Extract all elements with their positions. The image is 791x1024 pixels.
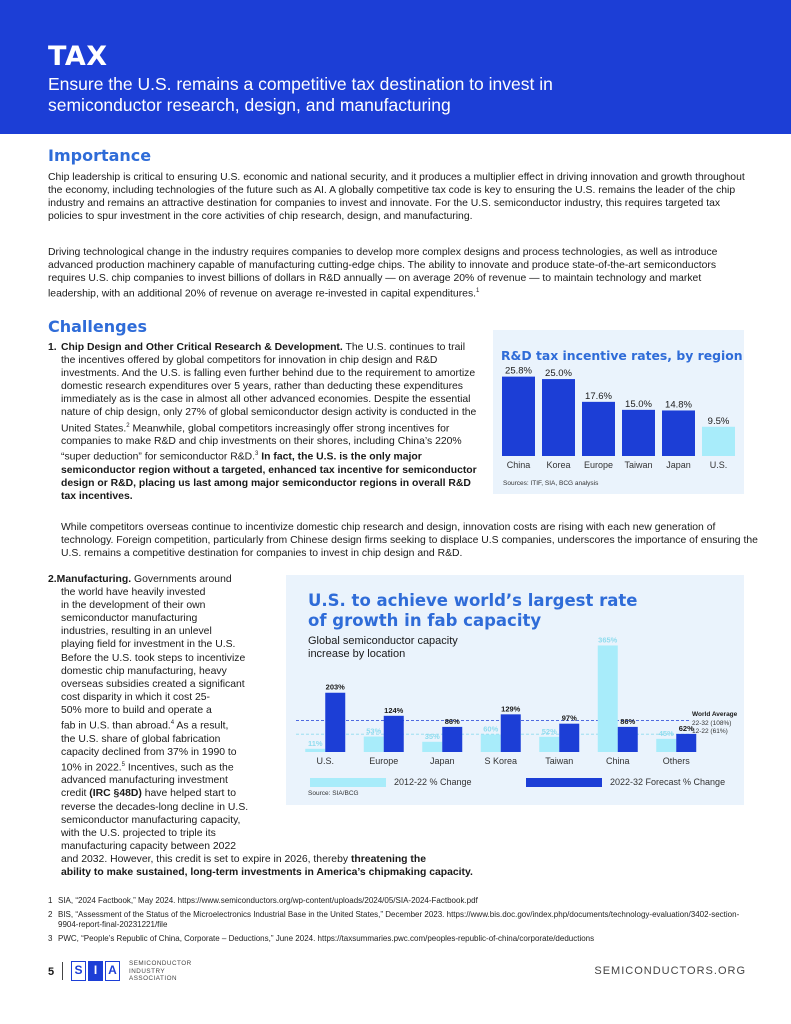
footnote-number: 3 <box>48 933 53 943</box>
bar-japan-2012-22 <box>422 742 442 752</box>
subtitle-line-2: semiconductor research, design, and manufacturing <box>48 95 451 115</box>
data-label: 60% <box>483 724 499 734</box>
item-2-line: Incentives, such as the <box>125 762 234 774</box>
data-label: 45% <box>658 728 674 738</box>
bar-europe-2012-22 <box>364 737 384 752</box>
footnotes <box>48 896 748 947</box>
bar-skorea-2022-32 <box>501 714 521 752</box>
bar-china-2022-32 <box>618 727 638 752</box>
item-1-lead: Chip Design and Other Critical Research & Development. <box>61 342 343 353</box>
item-2-line: the U.S. share of global fabrication <box>61 733 221 745</box>
item-1-emphasis: In fact, the U.S. is the only major semiconductor region without a targeted, enhanced tax incentive for semiconductor design or R&D, placing us last among major semiconductor regions in overall R&D tax incentives. <box>61 451 477 502</box>
list-number: 1. <box>48 342 57 353</box>
item-2-line: and 2032. However, this credit is set to expire in 2026, thereby <box>61 853 351 865</box>
category-label: Japan <box>429 756 455 766</box>
item-2-line: advanced manufacturing investment <box>61 775 228 787</box>
item-2-line: have helped start to <box>141 788 236 800</box>
importance-heading: Importance <box>48 146 152 165</box>
fab-capacity-chart-plot <box>286 575 744 775</box>
sia-logo <box>71 961 120 981</box>
footnote <box>48 896 748 907</box>
footnote-number: 2 <box>48 909 53 919</box>
data-label: 86% <box>620 716 636 726</box>
data-label: 14.8% <box>665 399 692 411</box>
world-average-label: World Average <box>692 711 738 718</box>
footnote <box>48 910 748 931</box>
item-2-line: overseas subsidies created a significant <box>61 678 245 690</box>
data-label: 365% <box>598 635 618 645</box>
category-label: Europe <box>369 756 399 766</box>
challenges-heading: Challenges <box>48 317 147 336</box>
data-label: 53% <box>366 726 382 736</box>
data-label: 129% <box>501 704 521 714</box>
bar-japan-2022-32 <box>442 727 462 752</box>
bar-taiwan <box>622 410 655 456</box>
item-2-line: playing field for investment in the U.S. <box>61 639 236 651</box>
category-label: Japan <box>666 460 691 470</box>
page-subtitle <box>48 74 791 116</box>
bar-taiwan-2012-22 <box>539 737 559 752</box>
bar-us-2022-32 <box>325 693 345 752</box>
data-label: 62% <box>678 723 694 733</box>
category-label: U.S. <box>316 756 335 766</box>
item-2-line: semiconductor manufacturing <box>61 613 198 625</box>
item-2-line: industries, resulting in an unlevel <box>61 626 212 638</box>
footnote-ref: 3 <box>255 451 259 458</box>
legend-swatch <box>310 778 386 787</box>
data-label: 25.8% <box>505 365 532 377</box>
data-label: 11% <box>307 738 323 748</box>
bar-europe <box>582 402 615 456</box>
bar-others-2022-32 <box>676 734 696 752</box>
category-label: China <box>605 756 630 766</box>
subtitle-line-1: Ensure the U.S. remains a competitive tax destination to invest in <box>48 74 553 94</box>
logo-letter: S <box>71 961 86 981</box>
footnote-text: PWC, “People’s Republic of China, Corporate – Deductions,” June 2024. https://taxsummaries.pwc.com/peoples-republic-of-china/corporate/deductions <box>58 933 595 943</box>
footnote-text: SIA, “2024 Factbook,” May 2024. https://www.semiconductors.org/wp-content/uploads/2024/05/SIA-2024-Factbook.pdf <box>58 896 478 905</box>
bar-korea <box>542 379 575 456</box>
bar-japan <box>662 410 695 456</box>
bar-skorea-2012-22 <box>481 734 501 752</box>
item-2-line: credit <box>61 788 90 800</box>
association-name <box>129 960 199 983</box>
bar-us <box>702 427 735 456</box>
category-label: Taiwan <box>624 460 653 470</box>
rd-tax-chart <box>493 330 744 494</box>
chart-subtitle: Global semiconductor capacity increase by location <box>308 635 458 660</box>
association-line: SEMICONDUCTOR <box>129 960 192 967</box>
chart-title: U.S. to achieve world’s largest rate of growth in fab capacity <box>308 591 638 630</box>
legend-label: 2012-22 % Change <box>394 777 472 787</box>
item-2-line: cost disparity in which it cost 25- <box>61 691 210 703</box>
category-label: U.S. <box>709 460 728 470</box>
footnote-ref: 1 <box>476 288 480 295</box>
data-label: 97% <box>561 713 577 723</box>
item-2-emphasis: (IRC §48D) <box>89 788 142 800</box>
item-2-line: Before the U.S. took steps to incentivize <box>61 652 246 664</box>
footnote <box>48 934 748 945</box>
bar-china-2012-22 <box>598 645 618 752</box>
data-label: 52% <box>541 726 557 736</box>
logo-letter: A <box>105 961 120 981</box>
association-line: ASSOCIATION <box>129 975 178 982</box>
item-2-emphasis: ability to make sustained, long-term investments in America’s chipmaking capacity. <box>61 867 473 878</box>
chart-source: Sources: ITIF, SIA, BCG analysis <box>503 480 599 487</box>
page-title: TAX <box>48 41 108 72</box>
page-number: 5 <box>48 966 55 978</box>
item-1-text-b: Meanwhile, global competitors increasingly offer strong incentives for companies to make R&D and chip investments on their shores, including China’s 220% “super deduction” for semiconductor R&D. <box>61 423 462 463</box>
item-2-line: the world have heavily invested <box>61 587 206 599</box>
world-average-line-1: 22-32 (108%) <box>692 719 732 727</box>
logo-letter: I <box>88 961 103 981</box>
item-2-line: in the development of their own <box>61 600 206 612</box>
data-label: 35% <box>424 731 440 741</box>
legend-label: 2022-32 Forecast % Change <box>610 777 726 787</box>
item-2-line: manufacturing capacity between 2022 <box>61 840 237 852</box>
item-2-line: Governments around <box>131 574 232 585</box>
item-2-line: capacity declined from 37% in 1990 to <box>61 746 237 758</box>
category-label: Europe <box>583 460 614 470</box>
chart-title: R&D tax incentive rates, by region <box>501 348 743 363</box>
rd-tax-chart-plot <box>493 330 744 480</box>
association-line: INDUSTRY <box>129 967 166 975</box>
bar-europe-2022-32 <box>384 716 404 752</box>
footer-divider <box>62 962 63 980</box>
world-average-line-2: 12-22 (61%) <box>692 728 728 735</box>
data-label: 25.0% <box>545 368 572 380</box>
challenge-item-1 <box>48 341 482 503</box>
footnote-number: 1 <box>48 896 53 905</box>
footnote-ref: 5 <box>121 761 126 768</box>
category-label: S Korea <box>484 756 518 766</box>
footnote-ref: 2 <box>126 422 130 429</box>
category-label: Taiwan <box>545 756 574 766</box>
data-label: 124% <box>384 705 404 715</box>
importance-paragraph-2 <box>48 246 748 301</box>
item-2-line: semiconductor manufacturing capacity, <box>61 814 241 826</box>
footnote-text: BIS, “Assessment of the Status of the Microelectronics Industrial Base in the United States,” December 2023. https://www.bis.doc.gov/index.php/documents/technology-evaluation/3402-section-9904-report-final-20231221/file <box>58 909 740 929</box>
category-label: Others <box>662 756 690 766</box>
item-2-line: with the U.S. projected to triple its <box>61 827 216 839</box>
footnote-ref: 4 <box>170 720 175 727</box>
data-label: 203% <box>325 682 345 692</box>
bar-china <box>502 377 535 456</box>
item-2-lead: Manufacturing. <box>56 574 132 585</box>
item-2-line: domestic chip manufacturing, heavy <box>61 665 227 677</box>
data-label: 9.5% <box>707 415 730 427</box>
data-label: 17.6% <box>585 390 612 402</box>
importance-paragraph-2-text: Driving technological change in the industry requires companies to develop more complex designs and process technologies, as well as introduce advanced production machinery capable of manufacturing cutting-edge chips. The ability to innovate and produce state-of-the-art semiconductors requires U.S. chip companies to invest billions of dollars in R&D annually — on average 20% of revenue — to maintain technology and market leadership, with an additional 20% of revenue on average re-invested in capital expenditures. <box>48 247 718 300</box>
item-2-emphasis: threatening the <box>350 853 427 865</box>
item-1-text-a: The U.S. continues to trail the incentives offered by global competitors for innovation in chip design and R&D investments. And the U.S. is falling even further behind due to the requirement to amortize domestic research expenditures over 5 years, rather than deducting these expenditures immediately as is the case in almost all other advanced economies. Despite the essential nature of chip design, only 27% of global semiconductor design activity is conducted in the United States. <box>61 342 477 435</box>
item-2-line: 50% more to build and operate a <box>61 704 212 716</box>
item-2-line: reverse the decades-long decline in U.S. <box>61 801 249 813</box>
item-2-line: fab in U.S. than abroad. <box>61 720 171 732</box>
world-average-note <box>692 711 744 737</box>
fab-capacity-chart <box>286 575 744 805</box>
legend-item-2012-22 <box>310 777 472 787</box>
legend-swatch <box>526 778 602 787</box>
data-label: 86% <box>444 716 460 726</box>
data-label: 15.0% <box>625 398 652 410</box>
list-number: 2. <box>48 574 57 585</box>
bar-us-2012-22 <box>305 749 325 752</box>
chart-source: Source: SIA/BCG <box>308 790 359 797</box>
challenge-item-1-followup: While competitors overseas continue to incentivize domestic chip research and design, innovation costs are rising with each new generation of technology. Foreign competition, particularly from Chinese design firms seeking to displace U.S companies, underscores the importance of ensuring the U.S. remains a competitive destination for companies to invest in chip design and R&D. <box>61 522 758 560</box>
category-label: Korea <box>546 460 571 470</box>
website-link[interactable]: SEMICONDUCTORS.ORG <box>594 965 746 977</box>
bar-others-2012-22 <box>656 739 676 752</box>
legend-item-2022-32 <box>526 777 725 787</box>
importance-paragraph-1: Chip leadership is critical to ensuring U.S. economic and national security, and it produces a multiplier effect in driving innovation and growth throughout the economy, including technologies of the future such as AI. A globally competitive tax code is key to ensuring the U.S. remains the leader of the chip industry and remains an attractive destination for companies to invest and innovate. For the U.S. semiconductor industry, this requires targeted tax policies to spur investment in the core activities of chip research, design, and manufacturing. <box>48 172 745 223</box>
item-2-line: As a result, <box>174 720 229 732</box>
item-2-line: 10% in 2022. <box>61 762 122 774</box>
bar-taiwan-2022-32 <box>559 724 579 752</box>
page-footer <box>48 960 746 984</box>
category-label: China <box>506 460 531 470</box>
header-banner <box>0 0 791 134</box>
